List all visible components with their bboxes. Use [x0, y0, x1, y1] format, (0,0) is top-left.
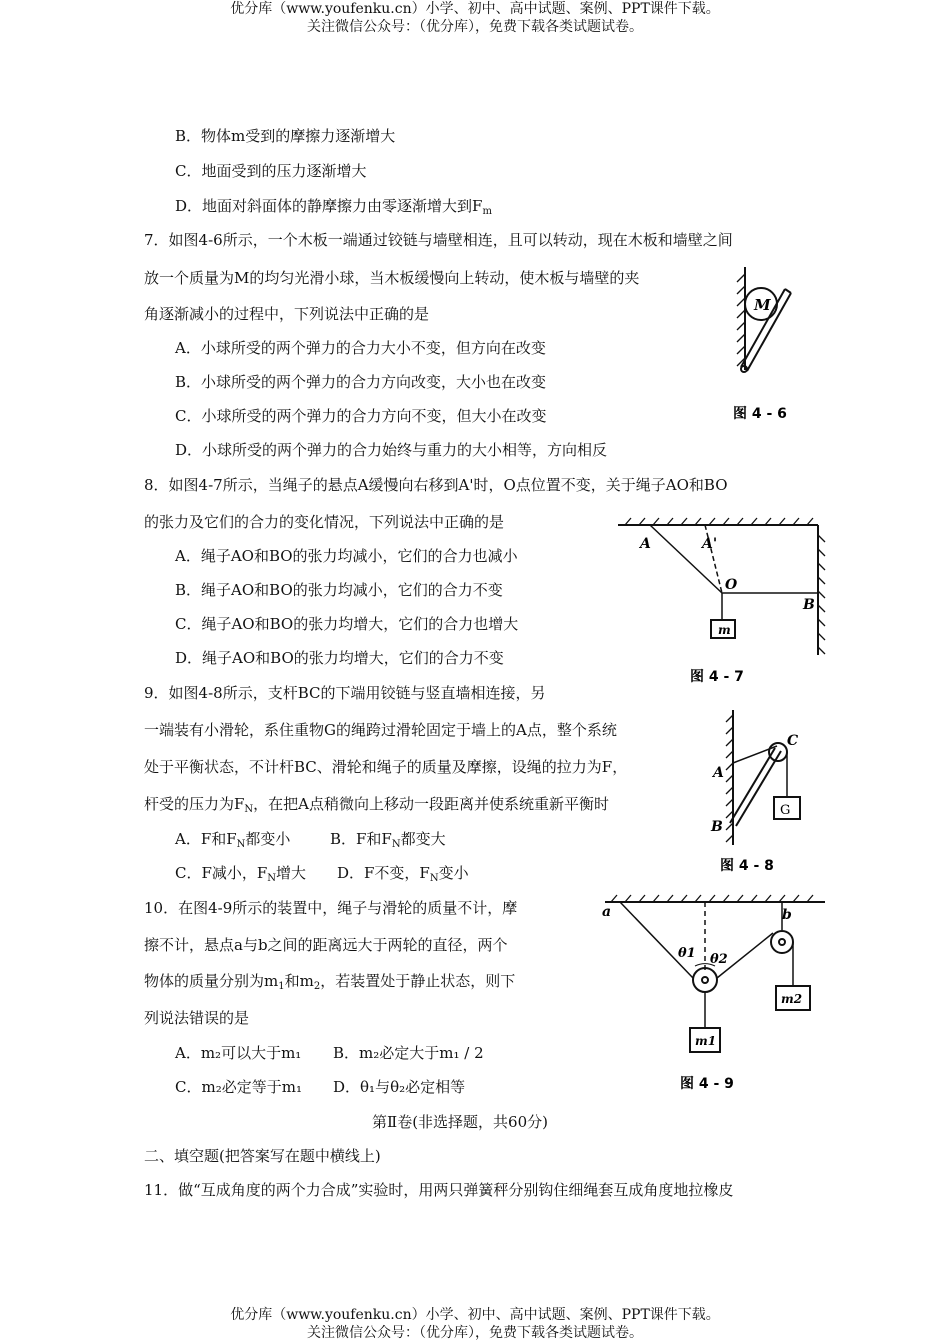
q7-option-d: D．小球所受的两个弹力的合力始终与重力的大小相等，方向相反 — [175, 441, 608, 459]
q6-option-c: C．地面受到的压力逐渐增大 — [175, 162, 367, 180]
q9-stem-4: 杆受的压力为$F_N$，在把A点稍微向上移动一段距离并使系统重新平衡时 — [144, 795, 610, 815]
svg-text:A': A' — [702, 536, 718, 552]
svg-text:A: A — [640, 536, 651, 552]
svg-text:a: a — [602, 904, 612, 920]
q8-option-a: A．绳子AO和BO的张力均减小，它们的合力也减小 — [175, 547, 518, 565]
q7-stem-2: 放一个质量为M的均匀光滑小球，当木板缓慢向上转动，使木板与墙壁的夹 — [144, 269, 640, 287]
figure-4-7 — [610, 515, 840, 690]
section2-heading: 二、填空题(把答案写在题中横线上) — [144, 1147, 381, 1165]
header-line-1: 优分库（www.youfenku.cn）小学、初中、高中试题、案例、PPT课件下载。 — [230, 1, 720, 17]
q8-stem-1: 8．如图4-7所示，当绳子的悬点A缓慢向右移到A'时，O点位置不变，关于绳子AO和BO — [144, 476, 728, 494]
q7-stem-3: 角逐渐减小的过程中，下列说法中正确的是 — [144, 305, 430, 323]
q8-stem-2: 的张力及它们的合力的变化情况，下列说法中正确的是 — [144, 513, 505, 531]
q7-option-c: C．小球所受的两个弹力的合力方向不变，但大小在改变 — [175, 407, 547, 425]
q8-option-d: D．绳子AO和BO的张力均增大，它们的合力不变 — [175, 649, 504, 667]
q10-option-b: B．m₂必定大于m₁ / 2 — [333, 1044, 484, 1062]
q6-option-d: D．地面对斜面体的静摩擦力由零逐渐增大到$F_m$ — [175, 197, 492, 217]
header-line-2: 关注微信公众号：（优分库），免费下载各类试题试卷。 — [307, 19, 643, 35]
figure-4-6-caption: 图 4 - 6 — [733, 406, 787, 422]
q8-option-b: B．绳子AO和BO的张力均减小，它们的合力不变 — [175, 581, 503, 599]
svg-text:θ1: θ1 — [678, 946, 696, 961]
q7-stem-1: 7．如图4-6所示，一个木板一端通过铰链与墙壁相连，且可以转动，现在木板和墙壁之间 — [144, 231, 733, 249]
fig-label-M: M — [754, 296, 771, 314]
q11-stem: 11．做“互成角度的两个力合成”实验时，用两只弹簧秤分别钩住细绳套互成角度地拉橡皮 — [144, 1181, 734, 1199]
q10-stem-4: 列说法错误的是 — [144, 1009, 250, 1027]
q7-option-a: A．小球所受的两个弹力的合力大小不变，但方向在改变 — [175, 339, 546, 357]
q9-stem-2: 一端装有小滑轮，系住重物G的绳跨过滑轮固定于墙上的A点，整个系统 — [144, 721, 617, 739]
q9-option-c: C．F减小，$F_N$增大 — [175, 864, 307, 884]
q7-option-b: B．小球所受的两个弹力的合力方向改变，大小也在改变 — [175, 373, 547, 391]
svg-text:θ2: θ2 — [710, 952, 728, 967]
q9-option-d: D．F不变，$F_N$变小 — [337, 864, 469, 884]
q9-option-b: B．F和$F_N$都变大 — [330, 830, 446, 850]
svg-text:b: b — [782, 907, 792, 923]
svg-text:B: B — [711, 819, 723, 835]
q10-stem-1: 10．在图4-9所示的装置中，绳子与滑轮的质量不计，摩 — [144, 899, 518, 917]
q9-option-a: A．F和$F_N$都变小 — [175, 830, 291, 850]
section2-title: 第Ⅱ卷(非选择题，共60分) — [372, 1113, 548, 1131]
q9-stem-1: 9．如图4-8所示，支杆BC的下端用铰链与竖直墙相连接，另 — [144, 684, 546, 702]
footer-line-1: 优分库（www.youfenku.cn）小学、初中、高中试题、案例、PPT课件下载。 — [230, 1307, 720, 1323]
figure-4-8 — [695, 705, 820, 877]
q6-option-b: B．物体m受到的摩擦力逐渐增大 — [175, 127, 396, 145]
svg-text:C: C — [787, 733, 799, 749]
q10-option-a: A．m₂可以大于m₁ — [175, 1044, 302, 1062]
q8-option-c: C．绳子AO和BO的张力均增大，它们的合力也增大 — [175, 615, 519, 633]
q10-option-c: C．m₂必定等于m₁ — [175, 1078, 302, 1096]
figure-4-9-caption: 图 4 - 9 — [680, 1076, 734, 1092]
q10-stem-2: 擦不计，悬点a与b之间的距离远大于两轮的直径，两个 — [144, 936, 508, 954]
figure-4-7-caption: 图 4 - 7 — [690, 669, 744, 685]
svg-text:O: O — [725, 577, 738, 593]
svg-text:A: A — [713, 765, 724, 781]
svg-text:m: m — [718, 623, 731, 637]
svg-text:m2: m2 — [781, 992, 803, 1006]
footer-line-2: 关注微信公众号：（优分库），免费下载各类试题试卷。 — [307, 1325, 643, 1341]
figure-4-8-caption: 图 4 - 8 — [720, 858, 774, 874]
svg-text:B: B — [803, 597, 815, 613]
q10-stem-3: 物体的质量分别为$m_1$和$m_2$，若装置处于静止状态，则下 — [144, 972, 516, 992]
figure-4-6 — [715, 262, 805, 427]
svg-text:m1: m1 — [695, 1034, 717, 1048]
svg-text:G: G — [780, 803, 791, 818]
q9-stem-3: 处于平衡状态，不计杆BC、滑轮和绳子的质量及摩擦，设绳的拉力为F， — [144, 758, 628, 776]
q10-option-d: D．θ₁与θ₂必定相等 — [333, 1078, 466, 1096]
figure-4-9 — [595, 890, 830, 1095]
